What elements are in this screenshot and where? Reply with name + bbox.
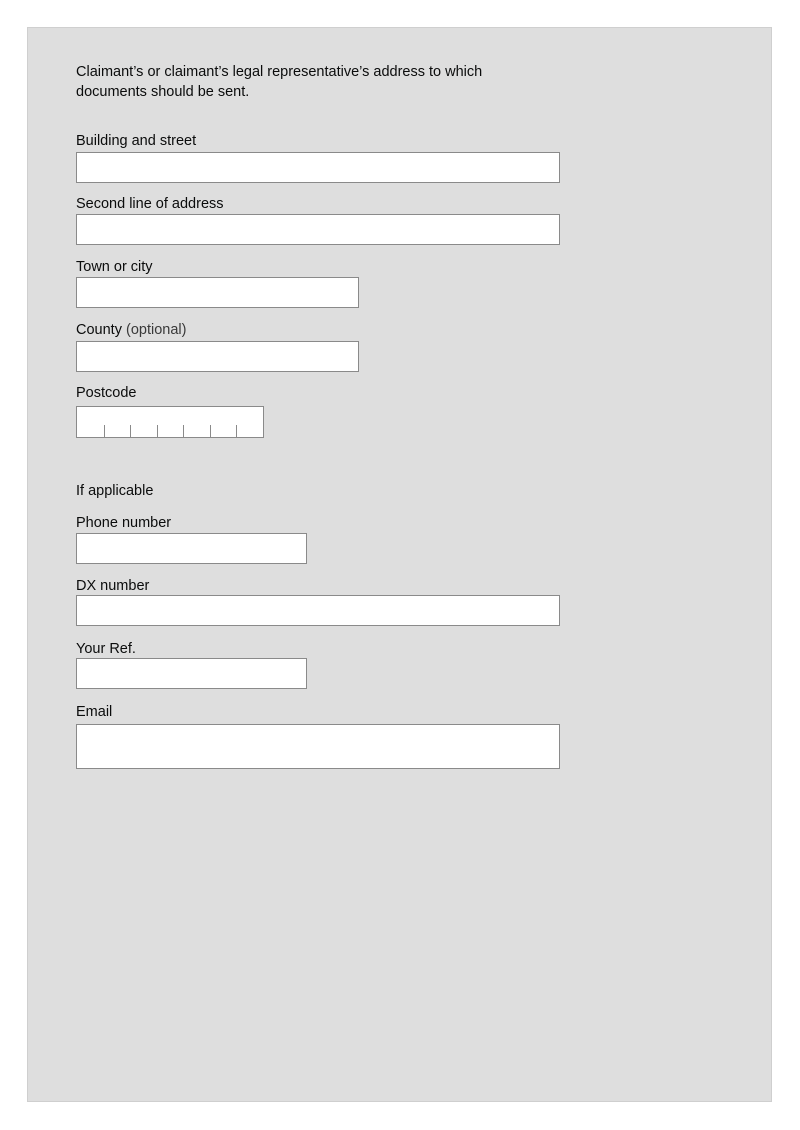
postcode-char-cell[interactable] [77,406,104,437]
second-line-label: Second line of address [76,196,224,212]
phone-number-label: Phone number [76,515,172,531]
dx-number-label: DX number [76,578,150,594]
building-street-input[interactable] [76,152,560,183]
second-line-input[interactable] [76,214,560,245]
postcode-cell-divider [210,425,211,437]
county-label-text: County [76,322,122,338]
postcode-input[interactable] [76,406,264,438]
building-street-label: Building and street [76,133,197,149]
your-ref-input[interactable] [76,658,307,689]
town-city-label: Town or city [76,259,153,275]
postcode-cell-divider [236,425,237,437]
county-optional-hint: (optional) [125,322,187,338]
postcode-cell-divider [104,425,105,437]
your-ref-label: Your Ref. [76,641,136,657]
county-label [76,321,186,339]
if-applicable-heading: If applicable [76,483,154,499]
postcode-cell-divider [183,425,184,437]
postcode-char-cell[interactable] [157,406,184,437]
postcode-cell-divider [130,425,131,437]
email-label: Email [76,704,113,720]
county-input[interactable] [76,341,359,372]
postcode-char-cell[interactable] [236,406,263,437]
postcode-char-cell[interactable] [130,406,157,437]
postcode-label: Postcode [76,385,137,401]
postcode-char-cell[interactable] [183,406,210,437]
address-intro-text: Claimant’s or claimant’s legal representative’s address to which documents should be sent. [76,64,483,100]
postcode-char-cell[interactable] [104,406,131,437]
town-city-input[interactable] [76,277,359,308]
postcode-char-cell[interactable] [210,406,237,437]
postcode-cell-divider [157,425,158,437]
form-panel [27,27,772,1102]
dx-number-input[interactable] [76,595,560,626]
email-input[interactable] [76,724,560,769]
phone-number-input[interactable] [76,533,307,564]
